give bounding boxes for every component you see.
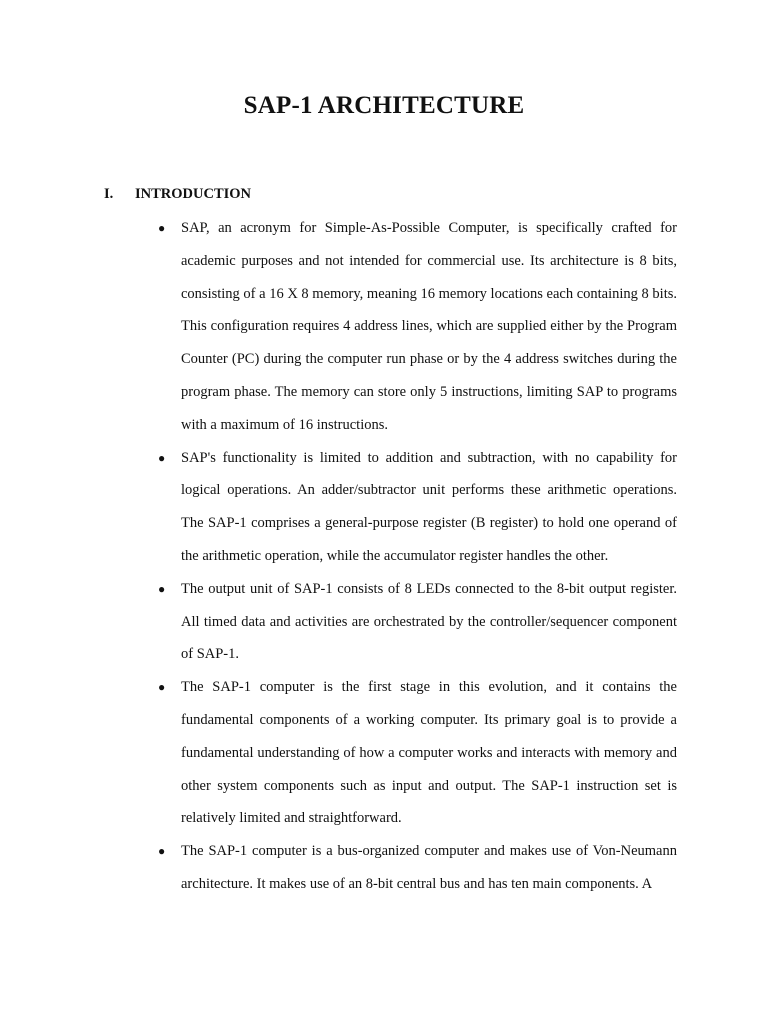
- bullet-text: SAP's functionality is limited to addition and subtraction, with no capability for logical operations. An adder/subtractor unit performs these arithmetic operations. The SAP-1 comprises a general-purpose register (B register) to hold one operand of the arithmetic operation, while the accumulator register handles the other.: [181, 449, 677, 564]
- bullet-item: [157, 671, 677, 835]
- document-title: SAP-1 ARCHITECTURE: [243, 92, 525, 119]
- bullet-item: [157, 212, 677, 442]
- bullet-text: The SAP-1 computer is a bus-organized computer and makes use of Von-Neumann architecture. It makes use of an 8-bit central bus and has ten main components. A: [181, 843, 677, 892]
- bullet-item: [157, 835, 677, 901]
- bullet-dot-icon: ●: [158, 680, 166, 695]
- bullet-dot-icon: ●: [158, 221, 166, 235]
- section-numeral: I.: [104, 186, 114, 202]
- bullet-item: [157, 442, 677, 573]
- bullet-list: [157, 212, 677, 901]
- bullet-dot-icon: ●: [158, 844, 166, 859]
- section-heading: [104, 186, 251, 203]
- bullet-dot-icon: ●: [158, 450, 166, 465]
- bullet-text: SAP, an acronym for Simple-As-Possible Computer, is specifically crafted for academic purposes and not intended for commercial use. Its architecture is 8 bits, consisting of a 16 X 8 memory, meaning 16 memory locations each containing 8 bits. This configuration requires 4 address lines, which are supplied either by the Program Counter (PC) during the computer run phase or by the 4 address switches during the program phase. The memory can store only 5 instructions, limiting SAP to programs with a maximum of 16 instructions.: [181, 220, 677, 433]
- bullet-item: [157, 573, 677, 671]
- bullet-dot-icon: ●: [158, 581, 166, 596]
- bullet-text: The output unit of SAP-1 consists of 8 LEDs connected to the 8-bit output register. All timed data and activities are orchestrated by the controller/sequencer component of SAP-1.: [181, 580, 677, 663]
- section-heading-text: INTRODUCTION: [135, 186, 252, 202]
- bullet-text: The SAP-1 computer is the first stage in this evolution, and it contains the fundamental components of a working computer. Its primary goal is to provide a fundamental understanding of how a computer works and interacts with memory and other system components such as input and output. The SAP-1 instruction set is relatively limited and straightforward.: [181, 679, 677, 827]
